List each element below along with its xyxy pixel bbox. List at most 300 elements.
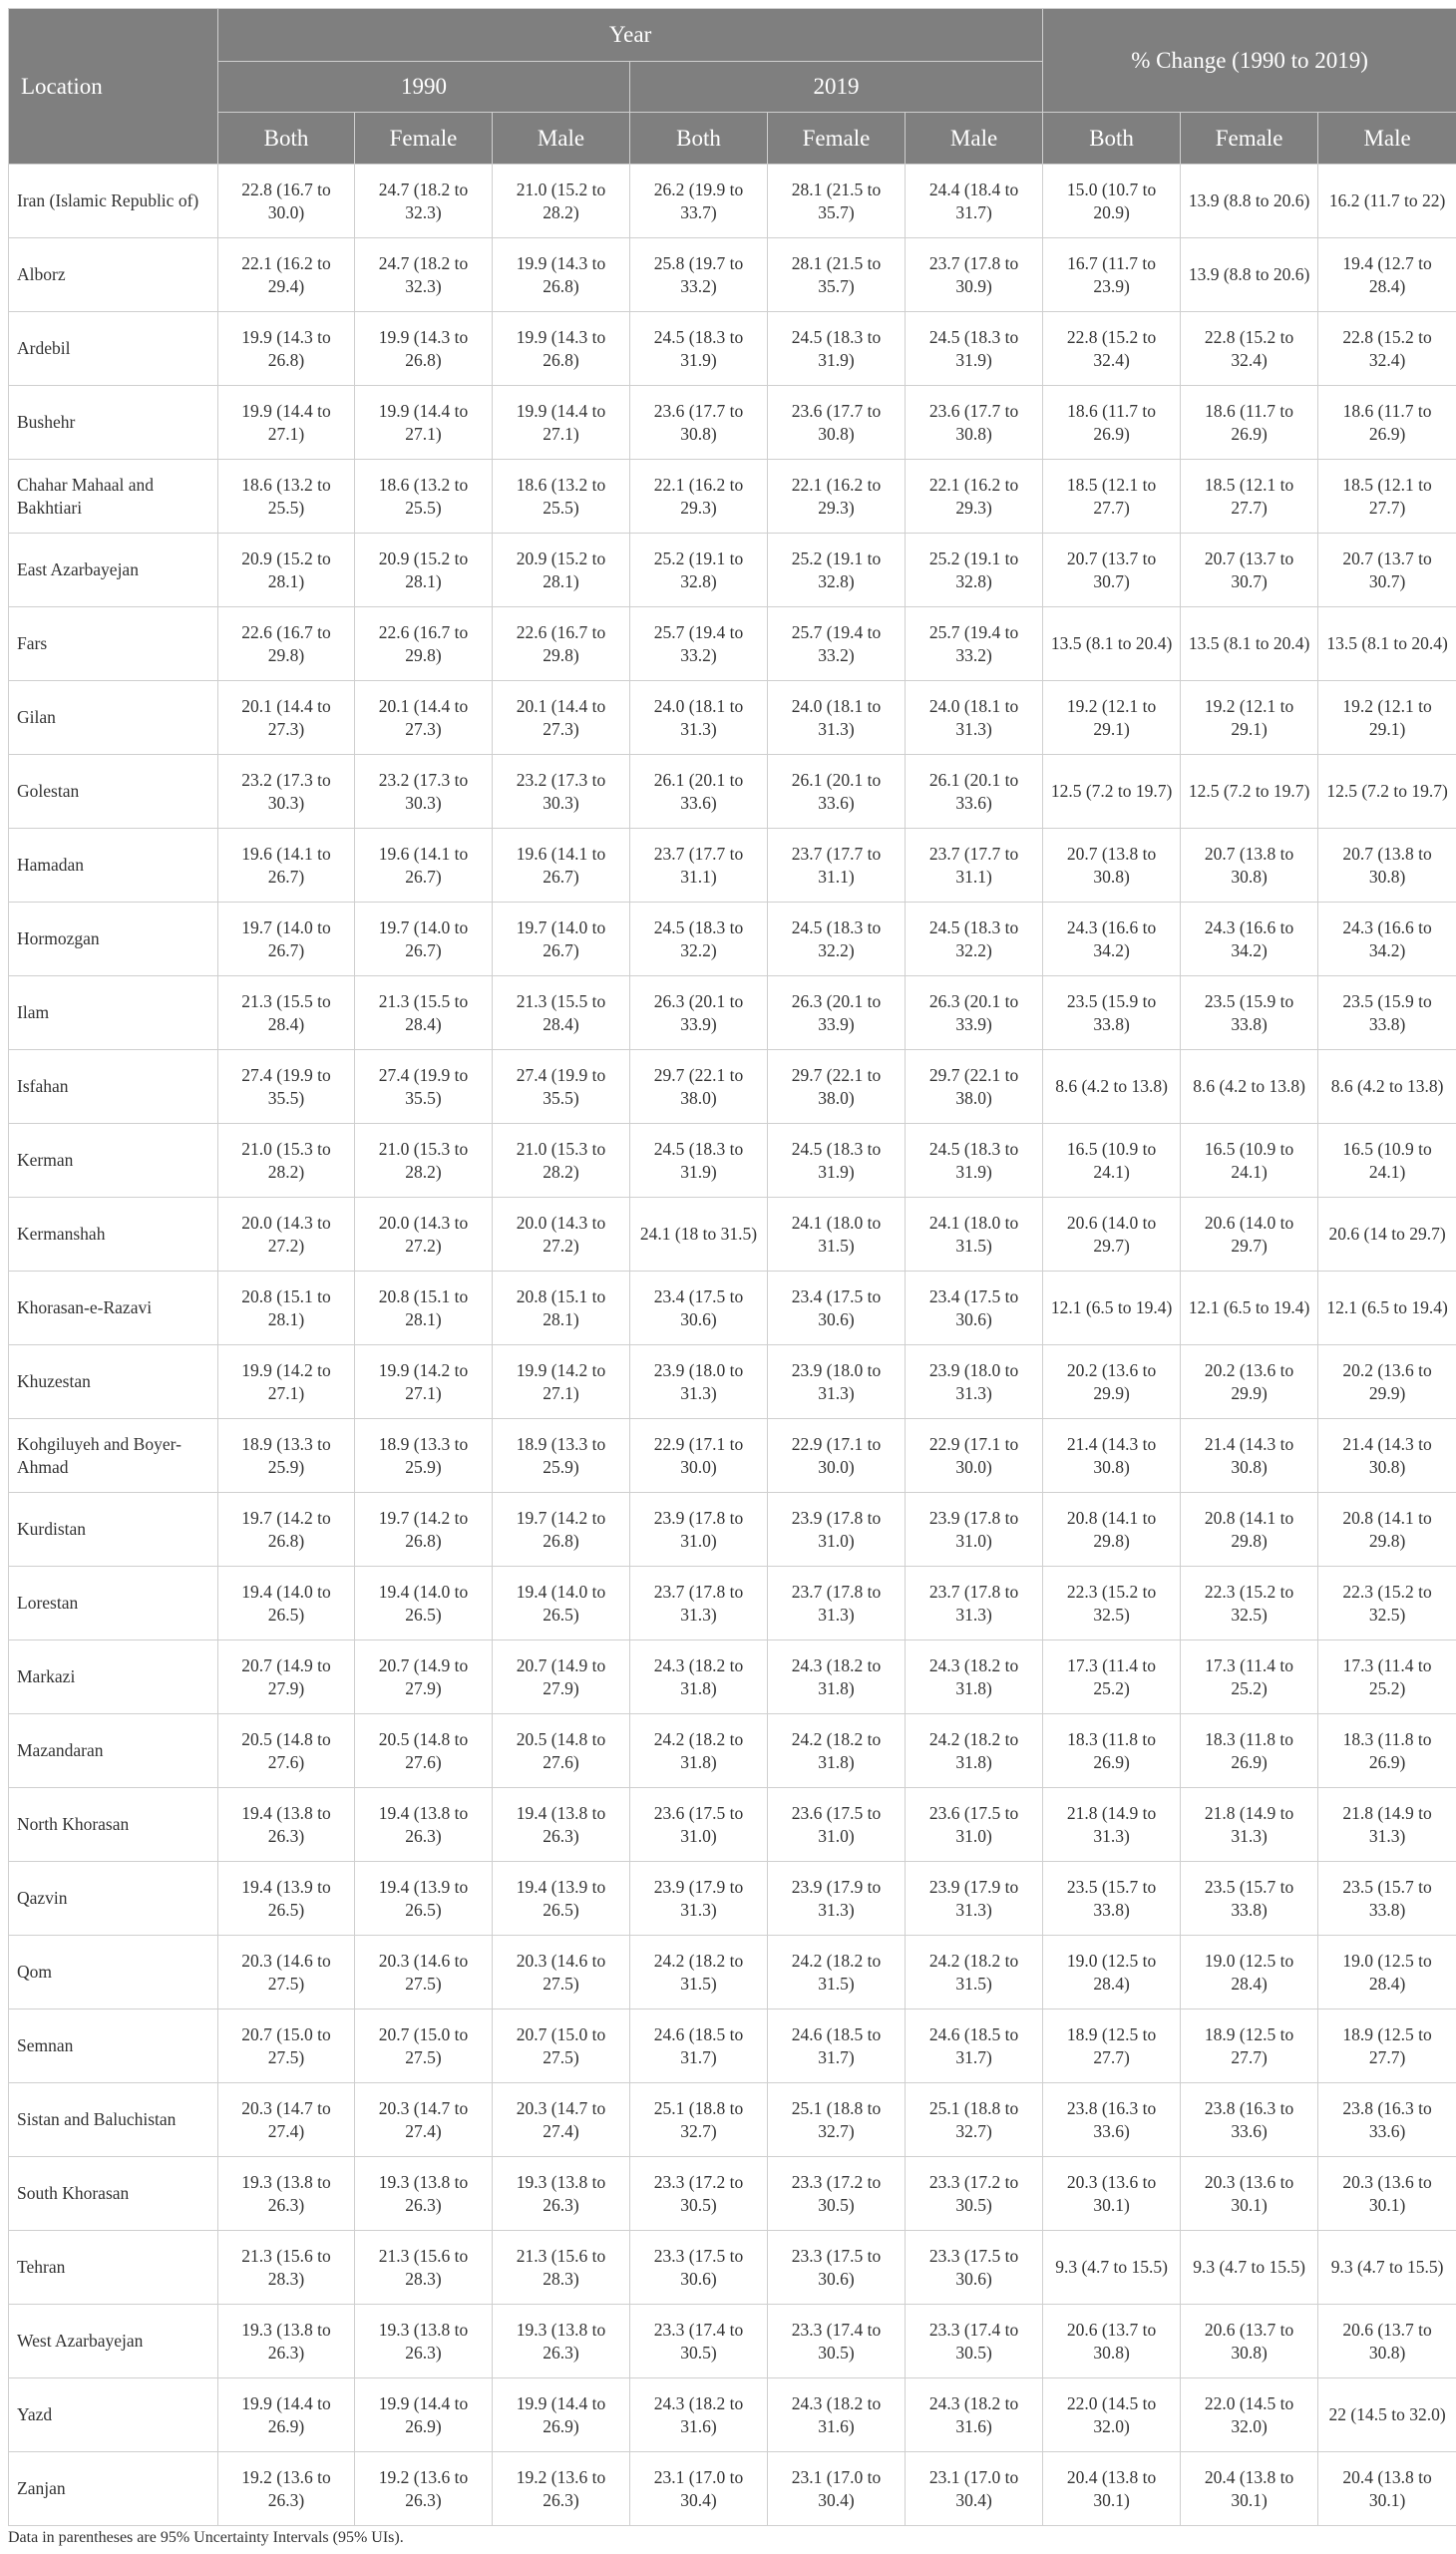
value-cell: 22.9 (17.1 to 30.0) xyxy=(906,1419,1043,1493)
value-cell: 21.4 (14.3 to 30.8) xyxy=(1043,1419,1181,1493)
value-cell: 19.2 (12.1 to 29.1) xyxy=(1043,681,1181,755)
table-row xyxy=(9,312,1456,386)
value-cell: 24.3 (18.2 to 31.8) xyxy=(768,1641,906,1714)
location-cell: Chahar Mahaal and Bakhtiari xyxy=(9,460,218,534)
value-cell: 19.3 (13.8 to 26.3) xyxy=(218,2305,355,2378)
value-cell: 20.3 (13.6 to 30.1) xyxy=(1318,2157,1456,2231)
value-cell: 20.8 (15.1 to 28.1) xyxy=(355,1272,493,1345)
value-cell: 20.0 (14.3 to 27.2) xyxy=(355,1198,493,1272)
location-cell: Ilam xyxy=(9,976,218,1050)
value-cell: 9.3 (4.7 to 15.5) xyxy=(1181,2231,1318,2305)
value-cell: 20.8 (14.1 to 29.8) xyxy=(1318,1493,1456,1567)
location-cell: Semnan xyxy=(9,2009,218,2083)
value-cell: 21.0 (15.3 to 28.2) xyxy=(218,1124,355,1198)
value-cell: 22.8 (15.2 to 32.4) xyxy=(1043,312,1181,386)
value-cell: 21.3 (15.6 to 28.3) xyxy=(493,2231,630,2305)
value-cell: 20.0 (14.3 to 27.2) xyxy=(218,1198,355,1272)
location-cell: Qazvin xyxy=(9,1862,218,1936)
value-cell: 24.4 (18.4 to 31.7) xyxy=(906,165,1043,238)
location-cell: West Azarbayejan xyxy=(9,2305,218,2378)
value-cell: 21.4 (14.3 to 30.8) xyxy=(1181,1419,1318,1493)
value-cell: 19.0 (12.5 to 28.4) xyxy=(1043,1936,1181,2009)
col-change-male-header: Male xyxy=(1318,113,1456,165)
value-cell: 19.9 (14.4 to 27.1) xyxy=(355,386,493,460)
location-cell: Alborz xyxy=(9,238,218,312)
value-cell: 19.9 (14.4 to 27.1) xyxy=(493,386,630,460)
location-cell: Fars xyxy=(9,607,218,681)
value-cell: 12.5 (7.2 to 19.7) xyxy=(1318,755,1456,829)
value-cell: 27.4 (19.9 to 35.5) xyxy=(218,1050,355,1124)
location-header: Location xyxy=(9,9,218,165)
value-cell: 22.0 (14.5 to 32.0) xyxy=(1043,2378,1181,2452)
value-cell: 21.0 (15.2 to 28.2) xyxy=(493,165,630,238)
value-cell: 19.4 (13.8 to 26.3) xyxy=(355,1788,493,1862)
value-cell: 26.3 (20.1 to 33.9) xyxy=(906,976,1043,1050)
value-cell: 26.2 (19.9 to 33.7) xyxy=(630,165,768,238)
col-1990-male-header: Male xyxy=(493,113,630,165)
table-row xyxy=(9,1493,1456,1567)
value-cell: 19.2 (13.6 to 26.3) xyxy=(355,2452,493,2526)
value-cell: 24.0 (18.1 to 31.3) xyxy=(906,681,1043,755)
table-row xyxy=(9,755,1456,829)
value-cell: 26.1 (20.1 to 33.6) xyxy=(768,755,906,829)
value-cell: 23.7 (17.8 to 31.3) xyxy=(630,1567,768,1641)
value-cell: 24.7 (18.2 to 32.3) xyxy=(355,165,493,238)
col-2019-both-header: Both xyxy=(630,113,768,165)
value-cell: 20.9 (15.2 to 28.1) xyxy=(493,534,630,607)
location-cell: Kohgiluyeh and Boyer-Ahmad xyxy=(9,1419,218,1493)
value-cell: 24.5 (18.3 to 31.9) xyxy=(768,312,906,386)
value-cell: 23.7 (17.8 to 30.9) xyxy=(906,238,1043,312)
value-cell: 18.5 (12.1 to 27.7) xyxy=(1181,460,1318,534)
value-cell: 23.3 (17.5 to 30.6) xyxy=(906,2231,1043,2305)
value-cell: 20.6 (13.7 to 30.8) xyxy=(1318,2305,1456,2378)
value-cell: 18.6 (11.7 to 26.9) xyxy=(1043,386,1181,460)
value-cell: 22.0 (14.5 to 32.0) xyxy=(1181,2378,1318,2452)
value-cell: 18.6 (13.2 to 25.5) xyxy=(218,460,355,534)
value-cell: 20.6 (13.7 to 30.8) xyxy=(1181,2305,1318,2378)
value-cell: 23.5 (15.9 to 33.8) xyxy=(1043,976,1181,1050)
location-cell: Khorasan-e-Razavi xyxy=(9,1272,218,1345)
table-row xyxy=(9,534,1456,607)
value-cell: 24.5 (18.3 to 31.9) xyxy=(630,312,768,386)
value-cell: 20.8 (15.1 to 28.1) xyxy=(218,1272,355,1345)
value-cell: 21.3 (15.5 to 28.4) xyxy=(218,976,355,1050)
value-cell: 23.4 (17.5 to 30.6) xyxy=(906,1272,1043,1345)
value-cell: 24.2 (18.2 to 31.5) xyxy=(906,1936,1043,2009)
value-cell: 16.5 (10.9 to 24.1) xyxy=(1181,1124,1318,1198)
value-cell: 18.9 (13.3 to 25.9) xyxy=(493,1419,630,1493)
value-cell: 23.3 (17.2 to 30.5) xyxy=(768,2157,906,2231)
value-cell: 23.6 (17.5 to 31.0) xyxy=(906,1788,1043,1862)
table-row xyxy=(9,1272,1456,1345)
value-cell: 22.9 (17.1 to 30.0) xyxy=(768,1419,906,1493)
location-cell: Gilan xyxy=(9,681,218,755)
value-cell: 24.2 (18.2 to 31.8) xyxy=(630,1714,768,1788)
value-cell: 19.7 (14.0 to 26.7) xyxy=(493,903,630,976)
location-cell: Markazi xyxy=(9,1641,218,1714)
value-cell: 24.7 (18.2 to 32.3) xyxy=(355,238,493,312)
value-cell: 19.2 (13.6 to 26.3) xyxy=(493,2452,630,2526)
value-cell: 21.0 (15.3 to 28.2) xyxy=(493,1124,630,1198)
value-cell: 18.6 (13.2 to 25.5) xyxy=(493,460,630,534)
value-cell: 24.3 (18.2 to 31.8) xyxy=(630,1641,768,1714)
value-cell: 19.3 (13.8 to 26.3) xyxy=(493,2305,630,2378)
value-cell: 19.4 (13.9 to 26.5) xyxy=(218,1862,355,1936)
value-cell: 24.5 (18.3 to 31.9) xyxy=(906,1124,1043,1198)
col-1990-both-header: Both xyxy=(218,113,355,165)
value-cell: 24.1 (18 to 31.5) xyxy=(630,1198,768,1272)
value-cell: 23.6 (17.7 to 30.8) xyxy=(630,386,768,460)
value-cell: 20.3 (13.6 to 30.1) xyxy=(1181,2157,1318,2231)
value-cell: 18.6 (11.7 to 26.9) xyxy=(1318,386,1456,460)
value-cell: 23.5 (15.9 to 33.8) xyxy=(1318,976,1456,1050)
value-cell: 23.5 (15.7 to 33.8) xyxy=(1318,1862,1456,1936)
value-cell: 22.3 (15.2 to 32.5) xyxy=(1043,1567,1181,1641)
value-cell: 24.5 (18.3 to 31.9) xyxy=(768,1124,906,1198)
value-cell: 19.4 (14.0 to 26.5) xyxy=(493,1567,630,1641)
table-row xyxy=(9,903,1456,976)
value-cell: 23.6 (17.5 to 31.0) xyxy=(768,1788,906,1862)
value-cell: 12.5 (7.2 to 19.7) xyxy=(1181,755,1318,829)
value-cell: 23.9 (17.9 to 31.3) xyxy=(906,1862,1043,1936)
value-cell: 24.0 (18.1 to 31.3) xyxy=(630,681,768,755)
value-cell: 17.3 (11.4 to 25.2) xyxy=(1318,1641,1456,1714)
value-cell: 19.4 (12.7 to 28.4) xyxy=(1318,238,1456,312)
value-cell: 28.1 (21.5 to 35.7) xyxy=(768,165,906,238)
value-cell: 17.3 (11.4 to 25.2) xyxy=(1181,1641,1318,1714)
value-cell: 21.3 (15.6 to 28.3) xyxy=(355,2231,493,2305)
value-cell: 12.1 (6.5 to 19.4) xyxy=(1181,1272,1318,1345)
value-cell: 23.7 (17.7 to 31.1) xyxy=(630,829,768,903)
table-row xyxy=(9,1050,1456,1124)
value-cell: 23.1 (17.0 to 30.4) xyxy=(630,2452,768,2526)
value-cell: 22.1 (16.2 to 29.4) xyxy=(218,238,355,312)
value-cell: 22.1 (16.2 to 29.3) xyxy=(906,460,1043,534)
value-cell: 24.3 (16.6 to 34.2) xyxy=(1181,903,1318,976)
value-cell: 19.9 (14.3 to 26.8) xyxy=(493,238,630,312)
value-cell: 20.5 (14.8 to 27.6) xyxy=(355,1714,493,1788)
value-cell: 19.3 (13.8 to 26.3) xyxy=(355,2305,493,2378)
value-cell: 23.9 (17.8 to 31.0) xyxy=(630,1493,768,1567)
value-cell: 23.5 (15.9 to 33.8) xyxy=(1181,976,1318,1050)
value-cell: 25.2 (19.1 to 32.8) xyxy=(630,534,768,607)
value-cell: 16.5 (10.9 to 24.1) xyxy=(1318,1124,1456,1198)
table-row xyxy=(9,829,1456,903)
value-cell: 22.8 (15.2 to 32.4) xyxy=(1318,312,1456,386)
table-row xyxy=(9,1124,1456,1198)
value-cell: 24.2 (18.2 to 31.8) xyxy=(906,1714,1043,1788)
table-row xyxy=(9,681,1456,755)
value-cell: 23.1 (17.0 to 30.4) xyxy=(768,2452,906,2526)
value-cell: 13.5 (8.1 to 20.4) xyxy=(1043,607,1181,681)
value-cell: 20.8 (14.1 to 29.8) xyxy=(1043,1493,1181,1567)
table-row xyxy=(9,2231,1456,2305)
value-cell: 28.1 (21.5 to 35.7) xyxy=(768,238,906,312)
year-2019-header: 2019 xyxy=(630,62,1043,113)
value-cell: 21.8 (14.9 to 31.3) xyxy=(1318,1788,1456,1862)
value-cell: 24.2 (18.2 to 31.5) xyxy=(768,1936,906,2009)
location-cell: Isfahan xyxy=(9,1050,218,1124)
value-cell: 24.5 (18.3 to 32.2) xyxy=(906,903,1043,976)
value-cell: 13.5 (8.1 to 20.4) xyxy=(1181,607,1318,681)
location-cell: Hamadan xyxy=(9,829,218,903)
value-cell: 24.3 (16.6 to 34.2) xyxy=(1043,903,1181,976)
value-cell: 23.8 (16.3 to 33.6) xyxy=(1043,2083,1181,2157)
location-cell: Kerman xyxy=(9,1124,218,1198)
value-cell: 26.3 (20.1 to 33.9) xyxy=(768,976,906,1050)
value-cell: 20.3 (14.7 to 27.4) xyxy=(355,2083,493,2157)
value-cell: 23.6 (17.7 to 30.8) xyxy=(768,386,906,460)
table-header xyxy=(9,9,1456,165)
value-cell: 20.7 (14.9 to 27.9) xyxy=(355,1641,493,1714)
value-cell: 19.4 (13.9 to 26.5) xyxy=(355,1862,493,1936)
table-row xyxy=(9,1788,1456,1862)
value-cell: 23.9 (17.9 to 31.3) xyxy=(630,1862,768,1936)
value-cell: 20.6 (13.7 to 30.8) xyxy=(1043,2305,1181,2378)
value-cell: 23.4 (17.5 to 30.6) xyxy=(768,1272,906,1345)
value-cell: 19.3 (13.8 to 26.3) xyxy=(493,2157,630,2231)
value-cell: 21.3 (15.5 to 28.4) xyxy=(493,976,630,1050)
value-cell: 18.5 (12.1 to 27.7) xyxy=(1043,460,1181,534)
location-cell: Bushehr xyxy=(9,386,218,460)
table-row xyxy=(9,2157,1456,2231)
value-cell: 20.7 (13.7 to 30.7) xyxy=(1318,534,1456,607)
value-cell: 23.3 (17.4 to 30.5) xyxy=(768,2305,906,2378)
value-cell: 19.7 (14.0 to 26.7) xyxy=(355,903,493,976)
value-cell: 24.3 (18.2 to 31.8) xyxy=(906,1641,1043,1714)
value-cell: 18.3 (11.8 to 26.9) xyxy=(1318,1714,1456,1788)
table-row xyxy=(9,386,1456,460)
value-cell: 19.9 (14.4 to 26.9) xyxy=(355,2378,493,2452)
table-row xyxy=(9,1567,1456,1641)
value-cell: 24.3 (18.2 to 31.6) xyxy=(768,2378,906,2452)
value-cell: 18.9 (13.3 to 25.9) xyxy=(355,1419,493,1493)
value-cell: 20.6 (14.0 to 29.7) xyxy=(1181,1198,1318,1272)
value-cell: 20.1 (14.4 to 27.3) xyxy=(218,681,355,755)
value-cell: 20.6 (14.0 to 29.7) xyxy=(1043,1198,1181,1272)
value-cell: 23.6 (17.5 to 31.0) xyxy=(630,1788,768,1862)
value-cell: 16.7 (11.7 to 23.9) xyxy=(1043,238,1181,312)
value-cell: 24.5 (18.3 to 32.2) xyxy=(768,903,906,976)
value-cell: 19.7 (14.2 to 26.8) xyxy=(218,1493,355,1567)
value-cell: 24.1 (18.0 to 31.5) xyxy=(906,1198,1043,1272)
value-cell: 20.3 (14.7 to 27.4) xyxy=(493,2083,630,2157)
value-cell: 20.0 (14.3 to 27.2) xyxy=(493,1198,630,1272)
value-cell: 19.0 (12.5 to 28.4) xyxy=(1318,1936,1456,2009)
value-cell: 25.8 (19.7 to 33.2) xyxy=(630,238,768,312)
table-row xyxy=(9,1936,1456,2009)
table-body xyxy=(9,165,1456,2526)
location-cell: East Azarbayejan xyxy=(9,534,218,607)
value-cell: 24.3 (18.2 to 31.6) xyxy=(630,2378,768,2452)
value-cell: 24.5 (18.3 to 31.9) xyxy=(630,1124,768,1198)
table-row xyxy=(9,976,1456,1050)
value-cell: 19.6 (14.1 to 26.7) xyxy=(493,829,630,903)
value-cell: 24.2 (18.2 to 31.8) xyxy=(768,1714,906,1788)
value-cell: 27.4 (19.9 to 35.5) xyxy=(355,1050,493,1124)
value-cell: 25.7 (19.4 to 33.2) xyxy=(768,607,906,681)
value-cell: 22.9 (17.1 to 30.0) xyxy=(630,1419,768,1493)
value-cell: 25.7 (19.4 to 33.2) xyxy=(630,607,768,681)
value-cell: 23.3 (17.5 to 30.6) xyxy=(768,2231,906,2305)
location-cell: Tehran xyxy=(9,2231,218,2305)
value-cell: 25.2 (19.1 to 32.8) xyxy=(906,534,1043,607)
value-cell: 23.9 (18.0 to 31.3) xyxy=(630,1345,768,1419)
value-cell: 22.8 (15.2 to 32.4) xyxy=(1181,312,1318,386)
value-cell: 20.7 (13.7 to 30.7) xyxy=(1043,534,1181,607)
value-cell: 20.7 (14.9 to 27.9) xyxy=(218,1641,355,1714)
location-cell: Golestan xyxy=(9,755,218,829)
value-cell: 26.1 (20.1 to 33.6) xyxy=(906,755,1043,829)
location-cell: Iran (Islamic Republic of) xyxy=(9,165,218,238)
value-cell: 23.8 (16.3 to 33.6) xyxy=(1181,2083,1318,2157)
value-cell: 9.3 (4.7 to 15.5) xyxy=(1043,2231,1181,2305)
value-cell: 24.3 (16.6 to 34.2) xyxy=(1318,903,1456,976)
value-cell: 19.0 (12.5 to 28.4) xyxy=(1181,1936,1318,2009)
value-cell: 27.4 (19.9 to 35.5) xyxy=(493,1050,630,1124)
value-cell: 25.1 (18.8 to 32.7) xyxy=(906,2083,1043,2157)
value-cell: 19.4 (13.9 to 26.5) xyxy=(493,1862,630,1936)
value-cell: 19.4 (14.0 to 26.5) xyxy=(355,1567,493,1641)
value-cell: 23.3 (17.4 to 30.5) xyxy=(630,2305,768,2378)
value-cell: 24.3 (18.2 to 31.6) xyxy=(906,2378,1043,2452)
value-cell: 20.4 (13.8 to 30.1) xyxy=(1318,2452,1456,2526)
value-cell: 22.1 (16.2 to 29.3) xyxy=(768,460,906,534)
value-cell: 23.2 (17.3 to 30.3) xyxy=(493,755,630,829)
value-cell: 12.5 (7.2 to 19.7) xyxy=(1043,755,1181,829)
location-cell: Zanjan xyxy=(9,2452,218,2526)
value-cell: 19.9 (14.2 to 27.1) xyxy=(493,1345,630,1419)
location-cell: Kermanshah xyxy=(9,1198,218,1272)
value-cell: 22.3 (15.2 to 32.5) xyxy=(1318,1567,1456,1641)
value-cell: 23.6 (17.7 to 30.8) xyxy=(906,386,1043,460)
table-row xyxy=(9,1714,1456,1788)
location-cell: Yazd xyxy=(9,2378,218,2452)
value-cell: 25.1 (18.8 to 32.7) xyxy=(630,2083,768,2157)
value-cell: 21.3 (15.6 to 28.3) xyxy=(218,2231,355,2305)
value-cell: 18.6 (11.7 to 26.9) xyxy=(1181,386,1318,460)
value-cell: 20.1 (14.4 to 27.3) xyxy=(493,681,630,755)
value-cell: 20.7 (15.0 to 27.5) xyxy=(218,2009,355,2083)
col-2019-female-header: Female xyxy=(768,113,906,165)
location-cell: Qom xyxy=(9,1936,218,2009)
value-cell: 21.4 (14.3 to 30.8) xyxy=(1318,1419,1456,1493)
value-cell: 19.9 (14.3 to 26.8) xyxy=(493,312,630,386)
value-cell: 23.8 (16.3 to 33.6) xyxy=(1318,2083,1456,2157)
table-row xyxy=(9,165,1456,238)
value-cell: 22.1 (16.2 to 29.3) xyxy=(630,460,768,534)
value-cell: 22 (14.5 to 32.0) xyxy=(1318,2378,1456,2452)
value-cell: 20.5 (14.8 to 27.6) xyxy=(218,1714,355,1788)
table-row xyxy=(9,2305,1456,2378)
value-cell: 23.3 (17.2 to 30.5) xyxy=(630,2157,768,2231)
value-cell: 18.3 (11.8 to 26.9) xyxy=(1181,1714,1318,1788)
value-cell: 19.9 (14.3 to 26.8) xyxy=(218,312,355,386)
value-cell: 20.8 (14.1 to 29.8) xyxy=(1181,1493,1318,1567)
value-cell: 18.9 (13.3 to 25.9) xyxy=(218,1419,355,1493)
value-cell: 20.7 (13.8 to 30.8) xyxy=(1318,829,1456,903)
value-cell: 24.5 (18.3 to 31.9) xyxy=(906,312,1043,386)
value-cell: 26.1 (20.1 to 33.6) xyxy=(630,755,768,829)
value-cell: 22.6 (16.7 to 29.8) xyxy=(493,607,630,681)
location-cell: Ardebil xyxy=(9,312,218,386)
value-cell: 25.7 (19.4 to 33.2) xyxy=(906,607,1043,681)
table-row xyxy=(9,1198,1456,1272)
value-cell: 20.9 (15.2 to 28.1) xyxy=(355,534,493,607)
value-cell: 18.3 (11.8 to 26.9) xyxy=(1043,1714,1181,1788)
value-cell: 23.9 (18.0 to 31.3) xyxy=(906,1345,1043,1419)
value-cell: 12.1 (6.5 to 19.4) xyxy=(1043,1272,1181,1345)
value-cell: 19.4 (14.0 to 26.5) xyxy=(218,1567,355,1641)
value-cell: 20.7 (14.9 to 27.9) xyxy=(493,1641,630,1714)
value-cell: 23.3 (17.4 to 30.5) xyxy=(906,2305,1043,2378)
value-cell: 8.6 (4.2 to 13.8) xyxy=(1043,1050,1181,1124)
value-cell: 23.7 (17.7 to 31.1) xyxy=(768,829,906,903)
value-cell: 23.7 (17.8 to 31.3) xyxy=(768,1567,906,1641)
table-row xyxy=(9,460,1456,534)
value-cell: 20.7 (15.0 to 27.5) xyxy=(355,2009,493,2083)
year-1990-header: 1990 xyxy=(218,62,630,113)
value-cell: 26.3 (20.1 to 33.9) xyxy=(630,976,768,1050)
value-cell: 13.9 (8.8 to 20.6) xyxy=(1181,238,1318,312)
location-cell: Sistan and Baluchistan xyxy=(9,2083,218,2157)
table-row xyxy=(9,238,1456,312)
value-cell: 20.6 (14 to 29.7) xyxy=(1318,1198,1456,1272)
table-row xyxy=(9,1862,1456,1936)
col-1990-female-header: Female xyxy=(355,113,493,165)
value-cell: 29.7 (22.1 to 38.0) xyxy=(768,1050,906,1124)
value-cell: 24.0 (18.1 to 31.3) xyxy=(768,681,906,755)
value-cell: 20.7 (13.7 to 30.7) xyxy=(1181,534,1318,607)
data-table xyxy=(8,8,1456,2526)
location-cell: Kurdistan xyxy=(9,1493,218,1567)
col-change-both-header: Both xyxy=(1043,113,1181,165)
table-footnote: Data in parentheses are 95% Uncertainty Intervals (95% UIs). xyxy=(8,2529,404,2546)
table-row xyxy=(9,2452,1456,2526)
value-cell: 22.3 (15.2 to 32.5) xyxy=(1181,1567,1318,1641)
value-cell: 20.3 (14.7 to 27.4) xyxy=(218,2083,355,2157)
value-cell: 16.5 (10.9 to 24.1) xyxy=(1043,1124,1181,1198)
location-cell: South Khorasan xyxy=(9,2157,218,2231)
value-cell: 20.3 (13.6 to 30.1) xyxy=(1043,2157,1181,2231)
value-cell: 24.6 (18.5 to 31.7) xyxy=(630,2009,768,2083)
value-cell: 16.2 (11.7 to 22) xyxy=(1318,165,1456,238)
value-cell: 19.9 (14.3 to 26.8) xyxy=(355,312,493,386)
table-row xyxy=(9,607,1456,681)
value-cell: 20.2 (13.6 to 29.9) xyxy=(1318,1345,1456,1419)
value-cell: 18.9 (12.5 to 27.7) xyxy=(1181,2009,1318,2083)
value-cell: 19.9 (14.4 to 27.1) xyxy=(218,386,355,460)
value-cell: 24.6 (18.5 to 31.7) xyxy=(768,2009,906,2083)
value-cell: 22.6 (16.7 to 29.8) xyxy=(355,607,493,681)
value-cell: 20.3 (14.6 to 27.5) xyxy=(493,1936,630,2009)
table-row xyxy=(9,2009,1456,2083)
value-cell: 20.1 (14.4 to 27.3) xyxy=(355,681,493,755)
value-cell: 19.2 (12.1 to 29.1) xyxy=(1181,681,1318,755)
value-cell: 22.8 (16.7 to 30.0) xyxy=(218,165,355,238)
value-cell: 20.8 (15.1 to 28.1) xyxy=(493,1272,630,1345)
value-cell: 21.8 (14.9 to 31.3) xyxy=(1181,1788,1318,1862)
value-cell: 23.2 (17.3 to 30.3) xyxy=(355,755,493,829)
value-cell: 20.4 (13.8 to 30.1) xyxy=(1043,2452,1181,2526)
value-cell: 18.5 (12.1 to 27.7) xyxy=(1318,460,1456,534)
value-cell: 19.9 (14.2 to 27.1) xyxy=(355,1345,493,1419)
value-cell: 15.0 (10.7 to 20.9) xyxy=(1043,165,1181,238)
value-cell: 29.7 (22.1 to 38.0) xyxy=(906,1050,1043,1124)
value-cell: 23.9 (17.9 to 31.3) xyxy=(768,1862,906,1936)
value-cell: 19.3 (13.8 to 26.3) xyxy=(218,2157,355,2231)
